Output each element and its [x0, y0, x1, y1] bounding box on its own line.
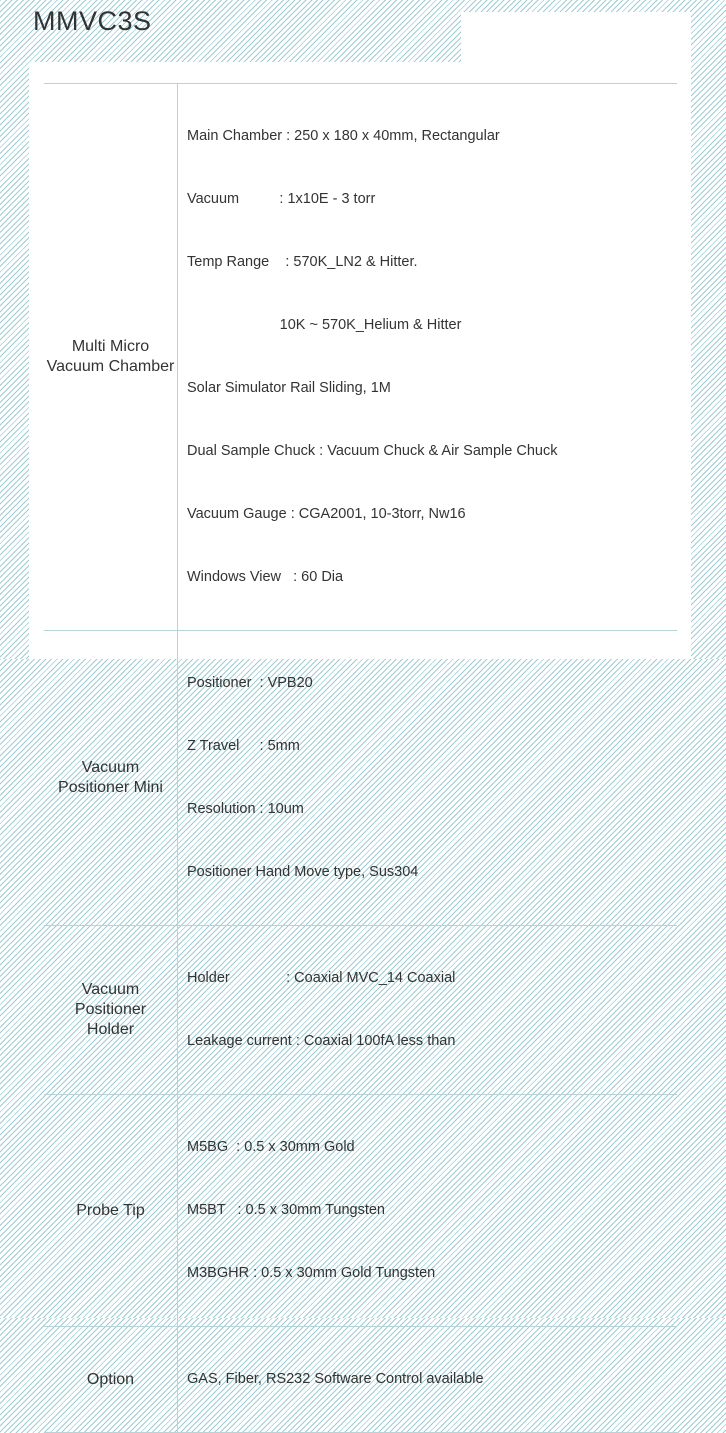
row-label-line: Probe Tip: [76, 1201, 145, 1219]
row-label: [44, 631, 178, 926]
table-row: [44, 1327, 677, 1433]
spec-line: Holder : Coaxial MVC_14 Coaxial: [187, 970, 456, 986]
table-row: [44, 84, 677, 631]
row-label: [44, 926, 178, 1095]
spec-line: Leakage current : Coaxial 100fA less than: [187, 1033, 456, 1049]
table-row: [44, 631, 677, 926]
spec-line: Vacuum Gauge : CGA2001, 10-3torr, Nw16: [187, 506, 466, 522]
spec-line: Main Chamber : 250 x 180 x 40mm, Rectangular: [187, 128, 500, 144]
row-label: [44, 1327, 178, 1433]
spec-line: Solar Simulator Rail Sliding, 1M: [187, 380, 391, 396]
row-label-line: Multi Micro: [71, 338, 150, 355]
row-value: [178, 1327, 678, 1433]
spec-line: M5BG : 0.5 x 30mm Gold: [187, 1139, 355, 1155]
spec-line: Vacuum : 1x10E - 3 torr: [187, 191, 376, 207]
row-label: [44, 1095, 178, 1327]
row-label-line: Positioner Mini: [58, 779, 163, 796]
page-title: MMVC3S: [33, 6, 152, 36]
spec-line: Dual Sample Chuck : Vacuum Chuck & Air Sample Chuck: [187, 443, 558, 459]
spec-table: [44, 83, 677, 1433]
row-value: [178, 926, 678, 1095]
spec-line: M3BGHR : 0.5 x 30mm Gold Tungsten: [187, 1265, 436, 1281]
row-label-line: Holder: [86, 1021, 135, 1038]
table-row: [44, 926, 677, 1095]
spec-line: Temp Range : 570K_LN2 & Hitter.: [187, 254, 418, 270]
row-label-line: Vacuum Chamber: [46, 358, 175, 375]
table-row: [44, 1095, 677, 1327]
spec-line: 10K ~ 570K_Helium & Hitter: [187, 317, 462, 333]
spec-line: Resolution : 10um: [187, 801, 304, 817]
spec-line: Positioner : VPB20: [187, 675, 313, 691]
row-value: [178, 84, 678, 631]
spec-line: GAS, Fiber, RS232 Software Control available: [187, 1371, 484, 1387]
row-value: [178, 1095, 678, 1327]
row-value: [178, 631, 678, 926]
spec-line: Windows View : 60 Dia: [187, 569, 344, 585]
row-label-line: Vacuum Positioner: [74, 981, 147, 1018]
spec-line: Z Travel : 5mm: [187, 738, 300, 754]
row-label-line: Vacuum: [81, 759, 140, 776]
spec-line: Positioner Hand Move type, Sus304: [187, 864, 419, 880]
row-label: [44, 84, 178, 631]
spec-line: M5BT : 0.5 x 30mm Tungsten: [187, 1202, 385, 1218]
row-label-line: Option: [86, 1370, 135, 1388]
